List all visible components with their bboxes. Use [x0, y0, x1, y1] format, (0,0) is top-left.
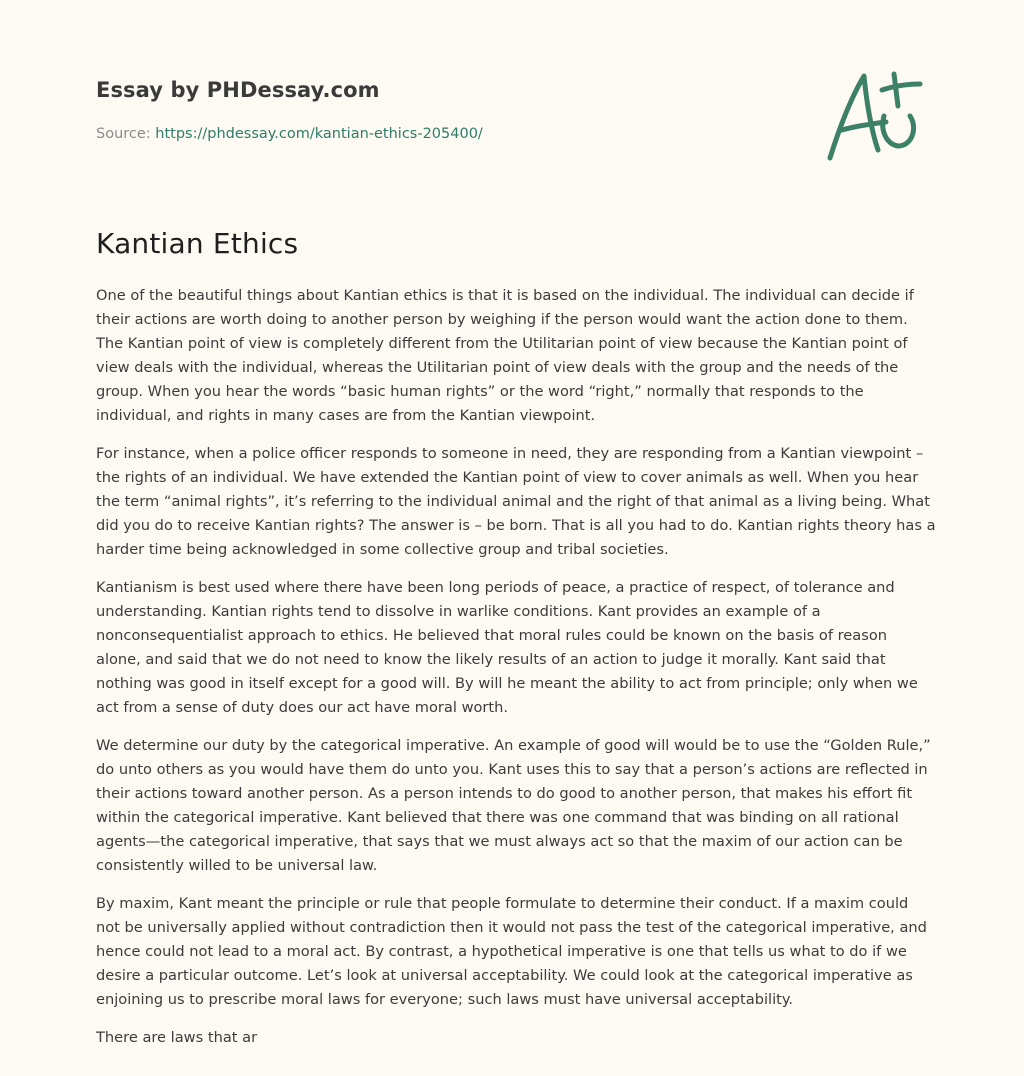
article-title: Kantian Ethics	[96, 227, 299, 260]
paragraph: We determine our duty by the categorical imperative. An example of good will would be to use the “Golden Rule,” do unto others as you would have them do unto you. Kant uses this to say that a person’s actions are reflected in their actions toward another person. As a person intends to do good to another person, that makes his effort fit within the categorical imperative. Kant believed that there was one command that was binding on all rational agents—the categorical imperative, that says that we must always act so that the maxim of our action can be consistently willed to be universal law.	[96, 737, 931, 874]
article-body	[96, 284, 936, 1064]
page-header	[96, 76, 816, 144]
a-plus-logo-icon	[820, 66, 930, 166]
paragraph: One of the beautiful things about Kantian ethics is that it is based on the individual. The individual can decide if their actions are worth doing to another person by weighing if the person would want the action done to them. The Kantian point of view is completely different from the Utilitarian point of view because the Kantian point of view deals with the individual, whereas the Utilitarian point of view deals with the group and the needs of the group. When you hear the words “basic human rights” or the word “right,” normally that responds to the individual, and rights in many cases are from the Kantian viewpoint.	[96, 287, 914, 424]
site-brand: Essay by PHDessay.com	[96, 78, 380, 102]
source-line	[96, 124, 816, 144]
paragraph: By maxim, Kant meant the principle or rule that people formulate to determine their conduct. If a maxim could not be universally applied without contradiction then it would not pass the test of the categorical imperative, and hence could not lead to a moral act. By contrast, a hypothetical imperative is one that tells us what to do if we desire a particular outcome. Let’s look at universal acceptability. We could look at the categorical imperative as enjoining us to prescribe moral laws for everyone; such laws must have universal acceptability.	[96, 895, 927, 1008]
source-label: Source:	[96, 126, 156, 142]
source-link[interactable]: https://phdessay.com/kantian-ethics-205400/	[155, 126, 483, 142]
paragraph: There are laws that ar	[96, 1029, 258, 1046]
paragraph: Kantianism is best used where there have been long periods of peace, a practice of respect, of tolerance and understanding. Kantian rights tend to dissolve in warlike conditions. Kant provides an example of a nonconsequentialist approach to ethics. He believed that moral rules could be known on the basis of reason alone, and said that we do not need to know the likely results of an action to judge it morally. Kant said that nothing was good in itself except for a good will. By will he meant the ability to act from principle; only when we act from a sense of duty does our act have moral worth.	[96, 579, 918, 716]
paragraph: For instance, when a police officer responds to someone in need, they are responding from a Kantian viewpoint – the rights of an individual. We have extended the Kantian point of view to cover animals as well. When you hear the term “animal rights”, it’s referring to the individual animal and the right of that animal as a living being. What did you do to receive Kantian rights? The answer is – be born. That is all you had to do. Kantian rights theory has a harder time being acknowledged in some collective group and tribal societies.	[96, 445, 936, 558]
